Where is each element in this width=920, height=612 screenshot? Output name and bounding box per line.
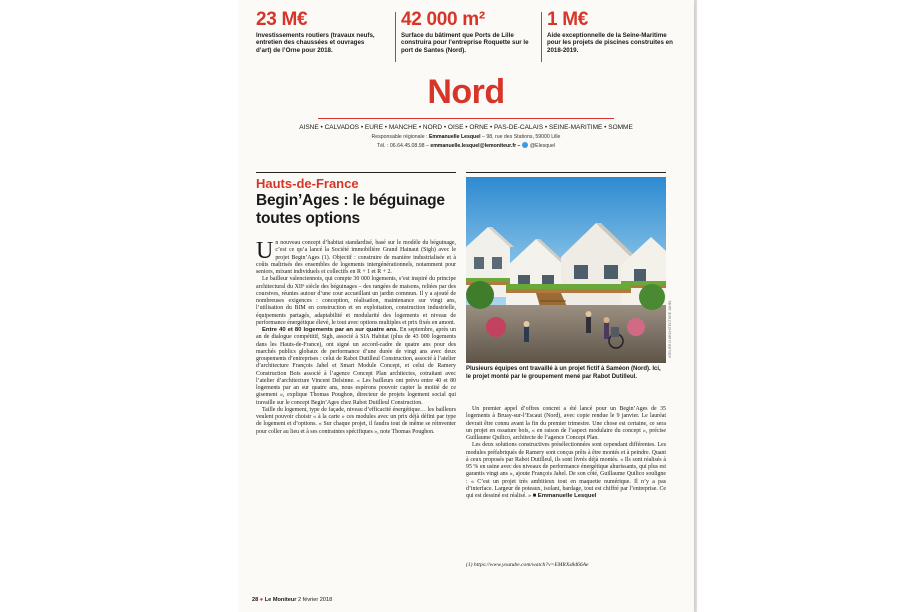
page-footer: 28 ● Le Moniteur 2 février 2018	[252, 597, 333, 603]
departments-list: AISNE • CALVADOS • EURE • MANCHE • NORD • OISE • ORNE • PAS-DE-CALAIS • SEINE-MARITIME • SOMME	[299, 124, 633, 131]
stat-divider	[541, 12, 542, 62]
contact-phone: Tél. : 06.64.45.08.98 –	[376, 143, 429, 149]
paragraph: En septembre, après un an de dialogue compétitif, Sigh, associé à SIA Habitat (plus de 43 000 logements dans les Hauts-de-France), ont signé un accord-cadre de quatre ans pour des marchés publics globaux de performance d’une durée de vingt ans avec deux groupements d’entreprises : celui de Rabot Dutilleul Construction, associé à l’atelier d’architecture François Jahel et Smart Module Concept, et celui de Ramery Construction Bois associé à l’agence Concept Plan architectes, cotraitant avec l’atelier d’architecture Vincent Delsinne. « Les bailleurs ont prévu entre 40 et 80 logements par an sur quatre ans, nous espérons pouvoir capter la moitié de ce gisement », explique Thomas Poughon, directeur de projets logement social qui travaille sur le concept Begin’Ages chez Rabot Dutilleul Construction.	[256, 327, 456, 406]
stat-divider	[395, 12, 396, 62]
stat-text: Aide exceptionnelle de la Seine-Maritime pour les projets de piscines construites en 2018-2019.	[547, 32, 673, 54]
article-region: Hauts-de-France	[256, 176, 359, 191]
page-number: 28	[252, 597, 259, 603]
stat-orne	[256, 10, 380, 54]
photo-caption: Plusieurs équipes ont travaillé à un projet fictif à Saméon (Nord). Ici, le projet monté par le groupement mené par Rabot Dutilleul.	[466, 366, 661, 380]
page-gutter	[694, 0, 697, 612]
magazine-name: Le Moniteur	[264, 597, 297, 603]
magazine-page	[238, 0, 694, 612]
article-rule	[256, 172, 456, 173]
stat-seine-maritime	[547, 10, 679, 54]
issue-date: 2 février 2018	[298, 597, 333, 603]
paragraph: Le bailleur valenciennois, qui compte 30 000 logements, s’est inspiré du principe architectural du XIIᵉ siècle des béguinages – des rangées de maisons, reliées par des coursives, réunies autour d’une cour accueillant un jardin commun. Il y a ajouté de nombreuses exigences : conception, réalisation, maintenance sur vingt ans, l’utilisation du BIM en construction et en exploitation, construction industrielle, équipements partagés, adaptabilité et modularité des logements et niveau de performance énergétique élevé, le tout avec options multiples et prix fixés en amont.	[256, 276, 456, 326]
contact-name: Emmanuelle Lesquel	[428, 134, 481, 140]
photo-credit: ATELIER D’ARCHITECTURE JAHEL	[668, 300, 672, 358]
article-photo	[466, 177, 666, 363]
stat-text: Investissements routiers (travaux neufs, entretien des chaussées et ouvrages d’art) de l’Orne pour 2018.	[256, 32, 375, 54]
contact-label: Responsable régionale :	[371, 134, 428, 140]
subheading: Entre 40 et 80 logements par an sur quatre ans.	[262, 327, 399, 333]
article-column-left	[256, 240, 456, 436]
contact-address: – 98, rue des Stations, 59000 Lille	[482, 134, 561, 140]
paragraph: n nouveau concept d’habitat standardisé, basé sur le modèle du béguinage, c’est ce qu’a lancé la Société immobilière Grand Hainaut (Sigh) avec le projet Begin’Ages (1). Objectif : construire de manière industrialisée et à coûts maîtrisés des ensembles de logements intergénérationnels, notamment pour seniors, mixant individuels et collectifs en R + 1 et R + 2.	[256, 240, 456, 275]
stat-value: 42 000 m²	[401, 9, 485, 30]
contact-email: emmanuelle.lesquel@lemoniteur.fr –	[430, 143, 521, 149]
section-title: Nord	[427, 73, 505, 111]
contact-line-1	[238, 134, 694, 141]
stat-value: 1 M€	[547, 9, 589, 30]
contact-twitter: @Elesquel	[529, 143, 556, 149]
drop-cap: U	[256, 238, 274, 264]
paragraph: Un premier appel d’offres concret a été lancé pour un Begin’Ages de 35 logements à Bruay-sur-l’Escaut (Nord), avec copie rendue le 9 janvier. Le lauréat devrait être connu avant la fin du premier trimestre. Une chose est certaine, ce sera un projet en ossature bois, « en raison de l’aspect modulaire du concept », précise Guillaume Quilico, architecte de l’agence Concept Plan.	[466, 406, 666, 441]
article-signature: Emmanuelle Lesquel	[537, 493, 597, 499]
paragraph: Les deux solutions constructives présélectionnées sont cependant différentes. Les modules préfabriqués de Ramery sont conçus prêts à être montés et à peindre. Quant à ceux proposés par Rabot Dutilleul, ils sont livrés déjà montés. « Ils sont réalisés à 95 % en usine avec des niveaux de performance énergétique ahurissants, qui plus est garantis vingt ans », ajoute François Jahel. De son côté, Guillaume Quilico souligne : « C’est un projet très ambitieux tout en maquette numérique. Il n’y a pas d’interface. Largeur de poteaux, isolant, bardage, tout est chiffré par l’entreprise. Ce qui est dessiné est réalisé. »	[466, 442, 666, 499]
paragraph: Taille du logement, type de façade, niveau d’efficacité énergétique… les bailleurs veulent pouvoir choisir « à la carte » ces modules avec un prix déjà défini par type de logement et d’options. « Sur chaque projet, il faudra tout de même se réinventer pour coller au lieu et à ses contraintes spécifiques », note Thomas Poughon.	[256, 406, 456, 435]
contact-line-2	[238, 142, 694, 150]
twitter-icon	[522, 142, 528, 148]
article-headline: Begin’Ages : le béguinage toutes options	[256, 192, 445, 227]
article-column-right: Un premier appel d’offres concret a été lancé pour un Begin’Ages de 35 logements à Bruay-sur-l’Escaut (Nord), avec copie rendue le 9 janvier. Le lauréat devrait être connu avant la fin du premier trimestre. Une chose est certaine, ce sera un projet en ossature bois, « en raison de l’aspect modulaire du concept », précise Guillaume Quilico, architecte de l’agence Concept Plan. Les deux solutions constructives présélectionnées sont cependant différentes. Les modules préfabriqués de Ramery sont conçus prêts à être montés et à peindre. Quant à ceux proposés par Rabot Dutilleul, ils sont livrés déjà montés. « Ils sont réalisés à 95 % en usine avec des niveaux de performance énergétique ahurissants, qui plus est garantis vingt ans », ajoute François Jahel. De son côté, Guillaume Quilico souligne : « C’est un projet très ambitieux tout en maquette numérique. Il n’y a pas d’interface. Largeur de poteaux, isolant, bardage, tout est chiffré par l’entreprise. Ce qui est dessiné est réalisé. » ■ Emmanuelle Lesquel	[466, 406, 666, 499]
stat-text: Surface du bâtiment que Ports de Lille construira pour l’entreprise Roquette sur le port de Santes (Nord).	[401, 32, 529, 54]
title-rule	[318, 118, 614, 119]
article-rule	[466, 172, 666, 173]
footnote: (1) https://www.youtube.com/watch?v=EMRXs8d66Ae	[466, 562, 589, 568]
stat-value: 23 M€	[256, 9, 308, 30]
stat-lille	[401, 10, 533, 54]
